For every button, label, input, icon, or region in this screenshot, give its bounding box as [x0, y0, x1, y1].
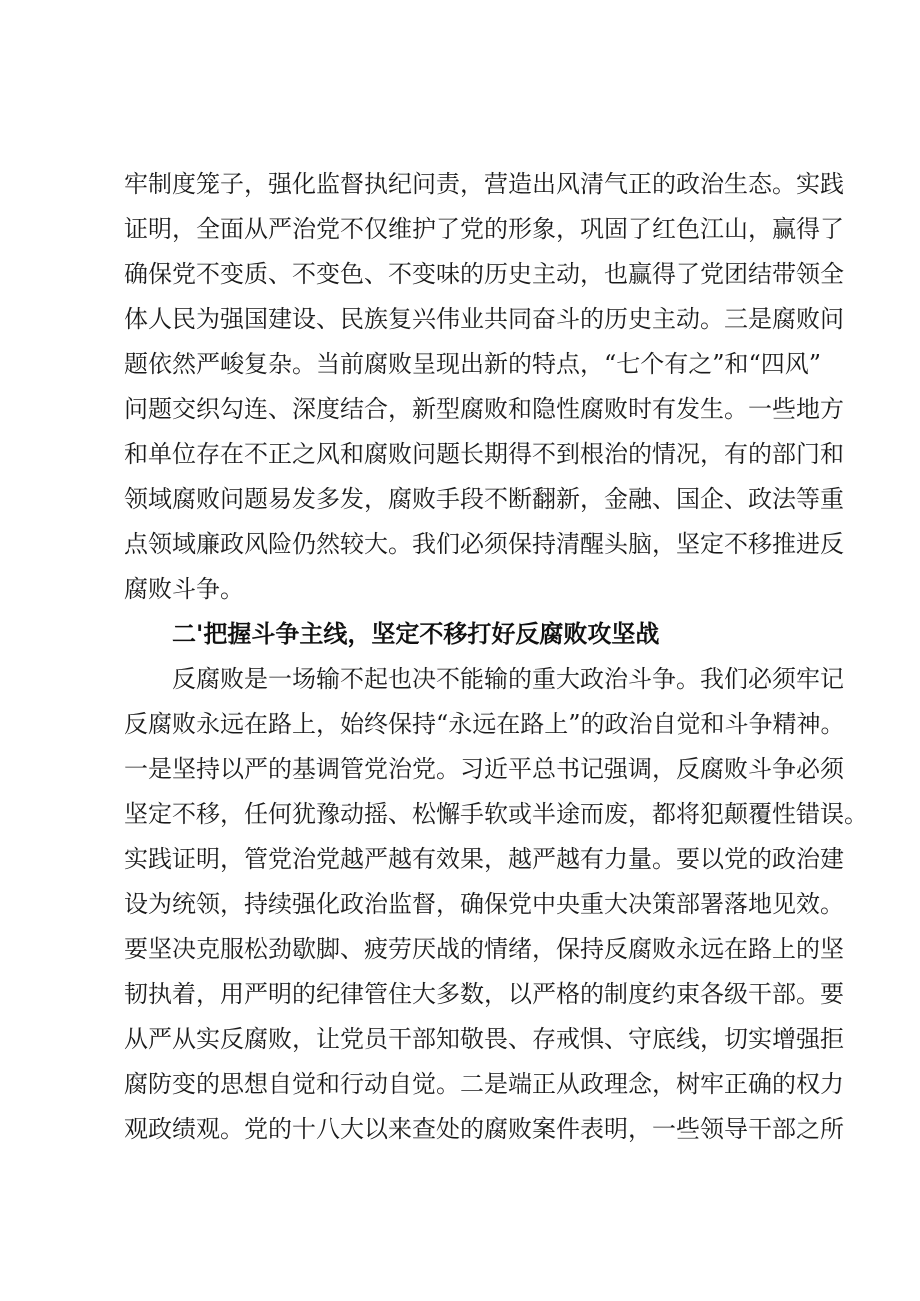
paragraph1-line-6: 问题交织勾连、深度结合，新型腐败和隐性腐败时有发生。一些地方 [124, 395, 844, 423]
paragraph1-line-3: 确保党不变质、不变色、不变味的历史主动，也赢得了党团结带领全 [124, 260, 844, 288]
paragraph2-line-1: 反腐败永远在路上，始终保持“永远在路上”的政治自觉和斗争精神。 [124, 710, 845, 738]
paragraph2-line-4: 实践证明，管党治党越严越有效果，越严越有力量。要以党的政治建 [124, 845, 844, 873]
paragraph1-line-1: 牢制度笼子，强化监督执纪问责，营造出风清气正的政治生态。实践 [124, 170, 844, 198]
paragraph1-line-10: 腐败斗争。 [124, 575, 244, 603]
paragraph1-line-2: 证明，全面从严治党不仅维护了党的形象，巩固了红色江山，赢得了 [124, 215, 844, 243]
paragraph1-line-7: 和单位存在不正之风和腐败问题长期得不到根治的情况，有的部门和 [124, 440, 844, 468]
paragraph1-line-5: 题依然严峻复杂。当前腐败呈现出新的特点，“七个有之”和“四风” [124, 350, 822, 378]
paragraph2-line-10: 观政绩观。党的十八大以来查处的腐败案件表明，一些领导干部之所 [124, 1115, 844, 1143]
section-heading: 二'把握斗争主线，坚定不移打好反腐败攻坚战 [172, 620, 660, 648]
paragraph2-line-3: 坚定不移，任何犹豫动摇、松懈手软或半途而废，都将犯颠覆性错误。 [124, 800, 868, 828]
paragraph1-line-9: 点领域廉政风险仍然较大。我们必须保持清醒头脑，坚定不移推进反 [124, 530, 844, 558]
paragraph2-line-7: 韧执着，用严明的纪律管住大多数，以严格的制度约束各级干部。要 [124, 980, 844, 1008]
paragraph2-line-2: 一是坚持以严的基调管党治党。习近平总书记强调，反腐败斗争必须 [124, 755, 844, 783]
paragraph2-first-line: 反腐败是一场输不起也决不能输的重大政治斗争。我们必须牢记 [172, 665, 844, 693]
paragraph2-line-6: 要坚决克服松劲歇脚、疲劳厌战的情绪，保持反腐败永远在路上的坚 [124, 935, 844, 963]
paragraph1-line-8: 领域腐败问题易发多发，腐败手段不断翻新，金融、国企、政法等重 [124, 485, 844, 513]
paragraph2-line-9: 腐防变的思想自觉和行动自觉。二是端正从政理念，树牢正确的权力 [124, 1070, 844, 1098]
paragraph2-line-8: 从严从实反腐败，让党员干部知敬畏、存戒惧、守底线，切实增强拒 [124, 1025, 844, 1053]
paragraph2-line-5: 设为统领，持续强化政治监督，确保党中央重大决策部署落地见效。 [124, 890, 844, 918]
paragraph1-line-4: 体人民为强国建设、民族复兴伟业共同奋斗的历史主动。三是腐败问 [124, 305, 844, 333]
